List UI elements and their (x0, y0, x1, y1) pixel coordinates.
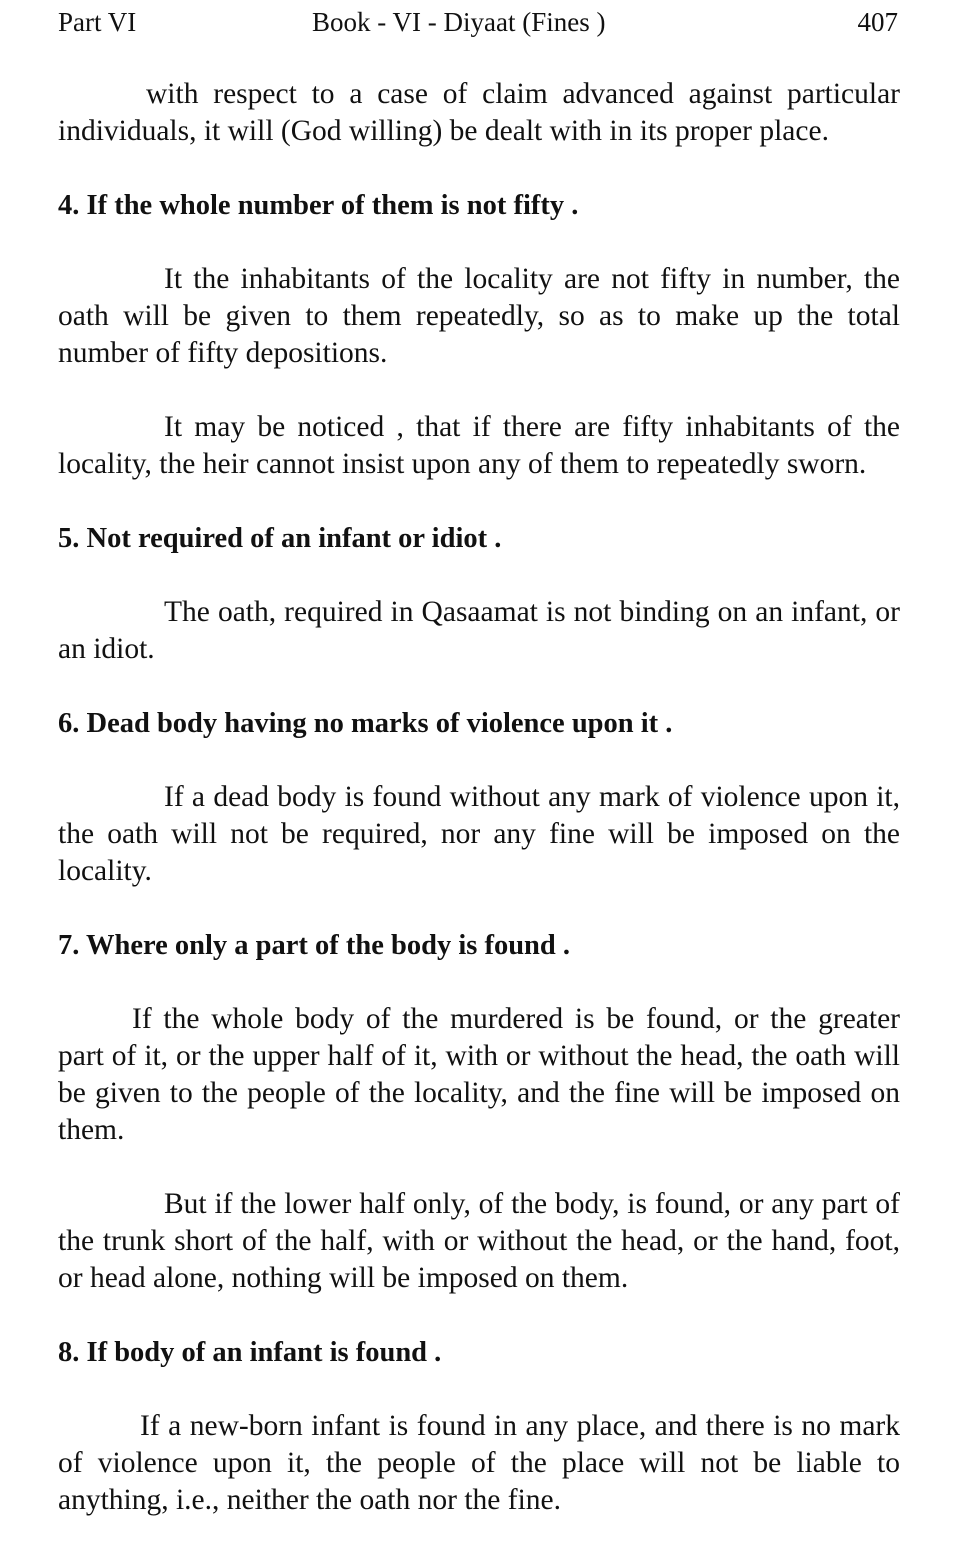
running-header (58, 4, 898, 44)
section-heading-8: 8. If body of an infant is found . (58, 1337, 442, 1368)
section-heading-4: 4. If the whole number of them is not fifty . (58, 190, 579, 221)
book-title: Book - VI - Diyaat (Fines ) (312, 7, 606, 37)
page-body (58, 76, 900, 1519)
part-label: Part VI (58, 7, 137, 37)
paragraph: If a dead body is found without any mark of violence upon it, the oath will not be required, nor any fine will be imposed on the locality. (58, 781, 900, 887)
section-heading-6: 6. Dead body having no marks of violence upon it . (58, 708, 673, 739)
section-heading-7: 7. Where only a part of the body is found . (58, 930, 571, 961)
paragraph-continuation: with respect to a case of claim advanced against particular individuals, it will (God willing) be dealt with in its proper place. (58, 78, 900, 147)
paragraph: But if the lower half only, of the body, is found, or any part of the trunk short of the half, with or without the head, or the hand, foot, or head alone, nothing will be imposed on them. (58, 1188, 900, 1294)
paragraph: It may be noticed , that if there are fifty inhabitants of the locality, the heir cannot insist upon any of them to repeatedly sworn. (58, 411, 900, 480)
page-number: 407 (857, 7, 898, 37)
paragraph: The oath, required in Qasaamat is not binding on an infant, or an idiot. (58, 596, 900, 665)
paragraph: If a new-born infant is found in any place, and there is no mark of violence upon it, the people of the place will not be liable to anything, i.e., neither the oath nor the fine. (58, 1410, 900, 1516)
section-heading-5: 5. Not required of an infant or idiot . (58, 523, 502, 554)
paragraph: It the inhabitants of the locality are not fifty in number, the oath will be given to them repeatedly, so as to make up the total number of fifty depositions. (58, 263, 900, 369)
paragraph: If the whole body of the murdered is be found, or the greater part of it, or the upper half of it, with or without the head, the oath will be given to the people of the locality, and the fine will be imposed on them. (58, 1003, 900, 1146)
